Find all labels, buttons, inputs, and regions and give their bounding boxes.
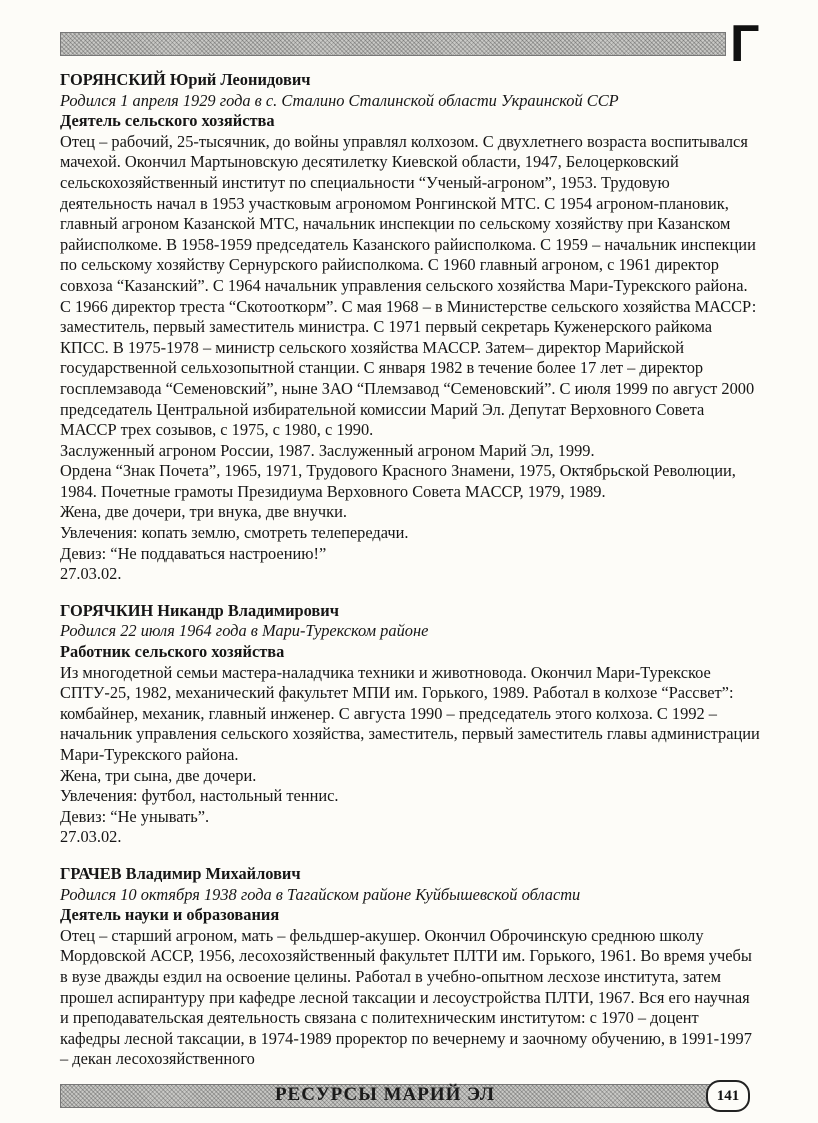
entry-date: 27.03.02. xyxy=(60,827,122,847)
entry-birth: Родился 1 апреля 1929 года в с. Сталино Сталинской области Украинской ССР xyxy=(60,90,619,110)
entry-paragraph: Отец – старший агроном, мать – фельдшер-акушер. Окончил Оброчинскую среднюю школу Мордовской АССР, 1956, лесохозяйственный факультет ПЛТИ им. Горького, 1961. Во время учебы в вузе дважды ездил на освоение целины. Работал в учебно-опытном лесхозе института, затем прошел аспирантуру при кафедре лесной таксации и лесоустройства ПЛТИ, 1967. Вся его научная и преподавательская деятельность связана с политехническим институтом: с 1970 – доцент кафедры лесной таксации, в 1974-1989 проректор по вечернему и заочному обучению, в 1991-1997 – декан лесохозяйственного xyxy=(60,925,752,1069)
entry-role: Деятель науки и образования xyxy=(60,905,280,925)
entry-paragraph: Заслуженный агроном России, 1987. Заслуженный агроном Марий Эл, 1999. xyxy=(60,440,595,460)
entry-role: Работник сельского хозяйства xyxy=(60,642,285,662)
entry-paragraph: Девиз: “Не поддаваться настроению!” xyxy=(60,543,327,563)
entry-birth: Родился 10 октября 1938 года в Тагайском районе Куйбышевской области xyxy=(60,884,581,904)
entry-grachev xyxy=(60,864,760,1070)
entry-paragraph: Жена, три сына, две дочери. xyxy=(60,765,257,785)
footer-title: РЕСУРСЫ МАРИЙ ЭЛ xyxy=(274,1084,496,1105)
entry-gorjachkin xyxy=(60,601,760,848)
entry-birth: Родился 22 июля 1964 года в Мари-Турекском районе xyxy=(60,621,429,641)
entry-date: 27.03.02. xyxy=(60,564,122,584)
entry-name: ГРАЧЕВ Владимир Михайлович xyxy=(60,863,301,883)
entry-paragraph: Девиз: “Не унывать”. xyxy=(60,806,210,826)
entry-paragraph: Отец – рабочий, 25-тысячник, до войны управлял колхозом. С двухлетнего возраста воспитывался мачехой. Окончил Мартыновскую десятилетку Киевской области, 1947, Белоцерковский сельскохозяйственный институт по специальности “Ученый-агроном”, 1953. Трудовую деятельность начал в 1953 участковым агрономом Ронгинской МТС. С 1954 агроном-плановик, главный агроном Казанской МТС, начальник инспекции по сельскому хозяйству при Казанском райисполкоме. В 1958-1959 председатель Казанского райисполкома. С 1959 – начальник инспекции по сельскому хозяйству Сернурского райисполкома. С 1960 главный агроном, с 1961 директор совхоза “Казанский”. С 1964 начальник управления сельского хозяйства Мари-Турекского района. С 1966 директор треста “Скотооткорм”. С мая 1968 – в Министерстве сельского хозяйства МАССР: заместитель, первый заместитель министра. С 1971 первый секретарь Куженерского райкома КПСС. В 1975-1978 – министр сельского хозяйства МАССР. Затем– директор Марийской государственной сельхозопытной станции. С января 1982 в течение более 17 лет – директор госплемзавода “Семеновский”, ныне ЗАО “Племзавод “Семеновский”. С июля 1999 по август 2000 председатель Центральной избирательной комиссии Марий Эл. Депутат Верховного Совета МАССР трех созывов, с 1975, с 1980, с 1990. xyxy=(60,131,757,440)
section-letter: Г xyxy=(730,15,760,73)
entry-gorjanskij xyxy=(60,70,760,585)
entry-role: Деятель сельского хозяйства xyxy=(60,111,275,131)
entry-paragraph: Увлечения: футбол, настольный теннис. xyxy=(60,786,339,806)
entry-name: ГОРЯЧКИН Никандр Владимирович xyxy=(60,600,339,620)
page-number: 141 xyxy=(706,1080,750,1112)
entry-paragraph: Ордена “Знак Почета”, 1965, 1971, Трудового Красного Знамени, 1975, Октябрьской Революции, 1984. Почетные грамоты Президиума Верховного Совета МАССР, 1979, 1989. xyxy=(60,461,736,501)
page-content xyxy=(60,70,760,1086)
entry-name: ГОРЯНСКИЙ Юрий Леонидович xyxy=(60,70,311,89)
entry-paragraph: Увлечения: копать землю, смотреть телепередачи. xyxy=(60,523,409,543)
entry-paragraph: Жена, две дочери, три внука, две внучки. xyxy=(60,502,347,522)
entry-paragraph: Из многодетной семьи мастера-наладчика техники и животновода. Окончил Мари-Турекское СПТУ-25, 1982, механический факультет МПИ им. Горького, 1989. Работал в колхозе “Рассвет”: комбайнер, механик, главный инженер. С августа 1990 – председатель этого колхоза. С 1992 – начальник управления сельского хозяйства, заместитель, первый заместитель главы администрации Мари-Турекского района. xyxy=(60,662,760,764)
header-band xyxy=(60,32,726,56)
